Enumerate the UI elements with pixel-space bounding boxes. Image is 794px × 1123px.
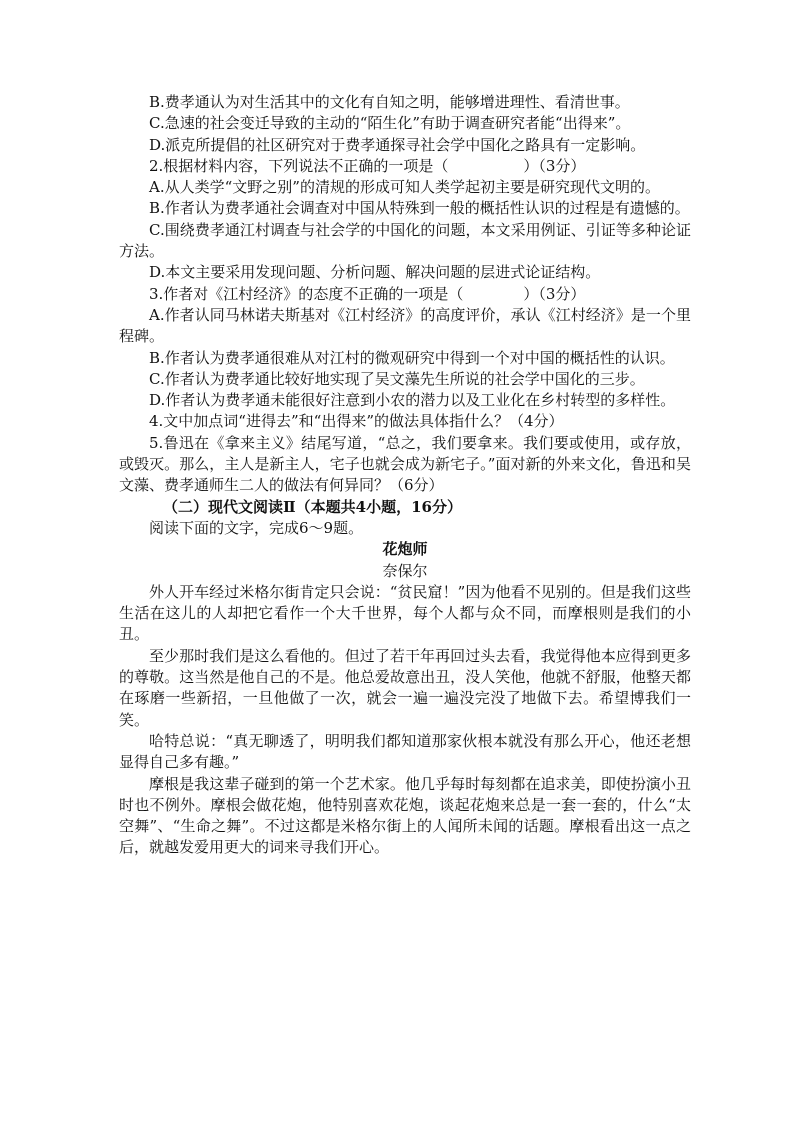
paragraph: 外人开车经过米格尔街肯定只会说：“贫民窟！”因为他看不见别的。但是我们这些生活在这儿的人却把它看作一个大千世界，每个人都与众不同，而摩根则是我们的小丑。: [119, 582, 691, 644]
paragraph: （二）现代文阅读Ⅱ（本题共4小题，16分）: [163, 497, 462, 516]
paragraph: 3.作者对《江村经济》的态度不正确的一项是（ ）（3分）: [149, 284, 586, 303]
paragraph: 哈特总说：“真无聊透了，明明我们都知道那家伙根本就没有那么开心，他还老想显得自己多有趣。”: [119, 731, 691, 772]
paragraph: A.从人类学“文野之别”的清规的形成可知人类学起初主要是研究现代文明的。: [149, 178, 660, 197]
paragraph: C.围绕费孝通江村调查与社会学的中国化的问题，本文采用例证、引证等多种论证方法。: [119, 220, 691, 261]
paragraph: B.费孝通认为对生活其中的文化有自知之明，能够增进理性、看清世事。: [149, 93, 630, 111]
paragraph: 阅读下面的文字，完成6～9题。: [149, 518, 364, 537]
paragraph: A.作者认同马林诺夫斯基对《江村经济》的高度评价，承认《江村经济》是一个里程碑。: [119, 305, 691, 346]
paragraph: D.作者认为费孝通未能很好注意到小农的潜力以及工业化在乡村转型的多样性。: [149, 391, 676, 410]
paragraph: C.急速的社会变迁导致的主动的“陌生化”有助于调查研究者能“出得来”。: [149, 114, 631, 133]
paragraph: 摩根是我这辈子碰到的第一个艺术家。他几乎每时每刻都在追求美，即使扮演小丑时也不例外。摩根会做花炮，他特别喜欢花炮，谈起花炮来总是一套一套的，什么“太空舞”、“生命之舞”。不过这都是米格尔街上的人闻所未闻的话题。摩根看出这一点之后，就越发爱用更大的词来寻我们开心。: [119, 774, 691, 857]
paragraph: 奈保尔: [382, 561, 428, 580]
paragraph: 至少那时我们是这么看他的。但过了若干年再回过头去看，我觉得他本应得到更多的尊敬。这当然是他自己的不是。他总爱故意出丑，没人笑他，他就不舒服，他整天都在琢磨一些新招，一旦他做了一次，就会一遍一遍没完没了地做下去。希望博我们一笑。: [119, 646, 691, 729]
paragraph: B.作者认为费孝通很难从对江村的微观研究中得到一个对中国的概括性的认识。: [149, 348, 675, 367]
paragraph: D.派克所提倡的社区研究对于费孝通探寻社会学中国化之路具有一定影响。: [149, 135, 646, 154]
paragraph: 5.鲁迅在《拿来主义》结尾写道，“总之，我们要拿来。我们要或使用，或存放，或毁灭。那么，主人是新主人，宅子也就会成为新宅子。”面对新的外来文化，鲁迅和吴文藻、费孝通师生二人的做法有何异同？（6分）: [119, 433, 691, 495]
paragraph: 4.文中加点词“进得去”和“出得来”的做法具体指什么？（4分）: [149, 412, 564, 431]
paragraph: 2.根据材料内容，下列说法不正确的一项是（ ）（3分）: [149, 156, 586, 175]
paragraph: D.本文主要采用发现问题、分析问题、解决问题的层进式论证结构。: [149, 263, 601, 282]
document-page: [119, 92, 691, 859]
paragraph: B.作者认为费孝通社会调查对中国从特殊到一般的概括性认识的过程是有遗憾的。: [149, 199, 690, 218]
paragraph: C.作者认为费孝通比较好地实现了吴文藻先生所说的社会学中国化的三步。: [149, 369, 645, 388]
paragraph: 花炮师: [382, 540, 428, 559]
